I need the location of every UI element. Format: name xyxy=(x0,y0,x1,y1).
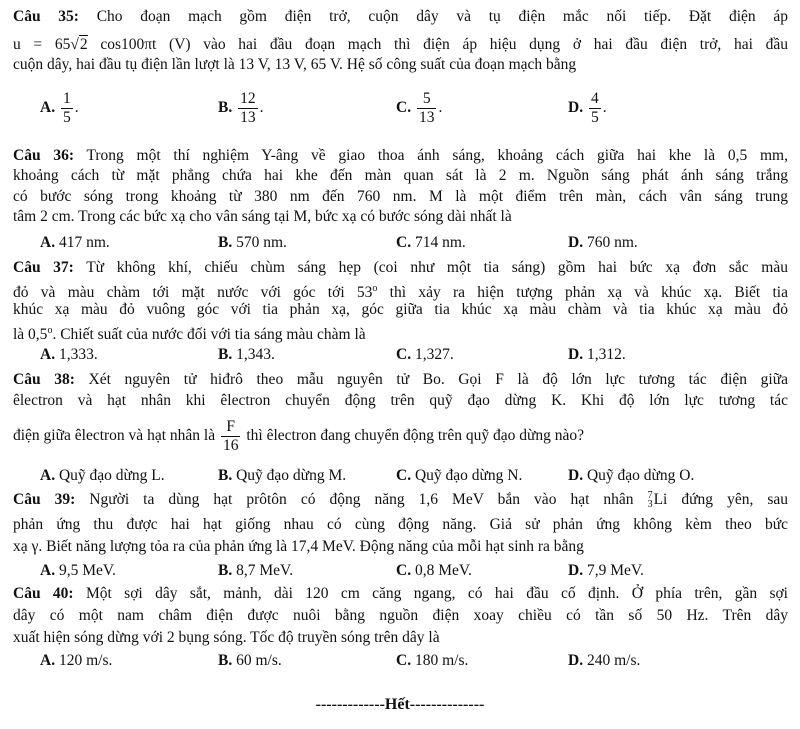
option-text: 1,333. xyxy=(58,346,98,363)
option-text: 1,327. xyxy=(414,346,454,363)
q37-label: Câu 37: xyxy=(13,259,74,276)
q40-option-d[interactable] xyxy=(568,651,640,671)
q40-text-3: xuất hiện sóng dừng với 2 bụng sóng. Tốc độ truyền sóng trên dây là xyxy=(13,629,440,646)
q36-line-2 xyxy=(13,166,788,186)
fraction-denominator: 16 xyxy=(222,436,239,454)
option-letter: D. xyxy=(568,234,584,251)
option-letter: C. xyxy=(396,652,412,669)
q40-options xyxy=(0,651,800,671)
option-end: . xyxy=(259,99,264,117)
option-end: . xyxy=(602,99,607,117)
q37-text-2b: thì xảy ra hiện tượng phản xạ và khúc xạ. Biết tia xyxy=(377,284,788,302)
option-letter: D. xyxy=(568,467,584,484)
degree-sup: o xyxy=(47,325,53,336)
q37-option-c[interactable] xyxy=(396,345,454,365)
option-letter: B. xyxy=(218,467,233,484)
fraction-denominator: 5 xyxy=(62,109,71,126)
q38-text-2: êlectron và hạt nhân khi êlectron chuyển động trên quỹ đạo dừng K. Khi độ lớn lực tương tác xyxy=(13,392,788,409)
q40-option-c[interactable] xyxy=(396,651,468,671)
q39-option-c[interactable] xyxy=(396,561,472,581)
option-text: Quỹ đạo dừng O. xyxy=(586,467,695,484)
option-letter: A. xyxy=(40,346,56,363)
option-text: Quỹ đạo dừng N. xyxy=(414,467,523,484)
q35-text-2b: cos100πt (V) vào hai đầu đoạn mạch thì điện áp hiệu dụng ở hai đầu điện trở, hai đầu xyxy=(100,36,788,53)
q37-line-3 xyxy=(13,300,788,320)
option-letter: C. xyxy=(396,562,412,579)
fraction xyxy=(61,90,73,127)
fraction-numerator: 4 xyxy=(590,90,599,107)
q40-line-1 xyxy=(13,584,788,604)
q37-text-3: khúc xạ màu đỏ vuông góc với tia phản xạ, góc giữa tia khúc xạ màu chàm và tia khúc xạ màu đỏ xyxy=(13,301,788,318)
q35-option-d[interactable] xyxy=(568,90,607,127)
option-text: 60 m/s. xyxy=(236,652,282,669)
q36-label: Câu 36: xyxy=(13,147,74,164)
q37-line-1 xyxy=(13,258,788,278)
fraction xyxy=(238,90,258,127)
q35-line-2 xyxy=(13,35,788,55)
option-text: 1,312. xyxy=(586,346,626,363)
q37-text-4b: . Chiết suất của nước đối với tia sáng màu chàm là xyxy=(52,326,366,344)
q39-line-2 xyxy=(13,515,788,535)
option-letter: D. xyxy=(568,99,584,117)
q38-line-3 xyxy=(13,416,788,456)
q36-option-b[interactable] xyxy=(218,233,287,253)
q35-option-c[interactable] xyxy=(396,90,442,127)
degree-sup: o xyxy=(372,283,378,294)
q39-options xyxy=(0,561,800,581)
fraction-denominator: 13 xyxy=(240,109,256,126)
q36-line-4 xyxy=(13,207,788,227)
q37-option-a[interactable] xyxy=(40,345,98,365)
end-of-exam-mark: -------------Hết-------------- xyxy=(315,696,485,713)
q40-text-1: Một sợi dây sắt, mảnh, dài 120 cm căng ngang, có hai đầu cố định. Ở phía trên, gần sợi xyxy=(85,585,788,602)
q35-sqrt-value: 2 xyxy=(79,36,88,53)
fraction-denominator: 5 xyxy=(590,109,599,126)
q38-options xyxy=(0,466,800,486)
fraction-numerator: 5 xyxy=(422,90,431,107)
q39-option-b[interactable] xyxy=(218,561,293,581)
q38-text-3b: thì êlectron đang chuyển động trên quỹ đạo dừng nào? xyxy=(246,427,585,444)
option-text: 417 nm. xyxy=(58,234,110,251)
q39-line-1 xyxy=(13,490,788,510)
option-letter: C. xyxy=(396,346,412,363)
fraction-numerator: 1 xyxy=(62,90,71,107)
q38-text-1: Xét nguyên tử hiđrô theo mẫu nguyên tử Bo. Gọi F là độ lớn lực tương tác điện giữa xyxy=(88,371,789,388)
q36-line-1 xyxy=(13,146,788,166)
q37-text-2a: đỏ và màu chàm tới mặt nước với góc tới 53 xyxy=(13,284,373,302)
q36-text-2: khoảng cách từ mặt phẳng chứa hai khe đến màn quan sát là 2 m. Nguồn sáng phát ánh sáng trắng xyxy=(13,167,788,184)
option-text: 760 nm. xyxy=(586,234,638,251)
q35-options xyxy=(0,90,800,126)
q35-text-3: cuộn dây, hai đầu tụ điện lần lượt là 13 V, 13 V, 65 V. Hệ số công suất của đoạn mạch bằng xyxy=(13,56,577,73)
option-end: . xyxy=(438,99,443,117)
q35-label: Câu 35: xyxy=(13,8,79,25)
q40-option-a[interactable] xyxy=(40,651,112,671)
option-letter: D. xyxy=(568,562,584,579)
fraction-denominator: 13 xyxy=(418,109,435,126)
q39-text-3: xạ γ. Biết năng lượng tỏa ra của phản ứng là 17,4 MeV. Động năng của mỗi hạt sinh ra bằng xyxy=(13,538,584,555)
option-letter: A. xyxy=(40,234,56,251)
option-text: Quỹ đạo dừng M. xyxy=(236,467,347,484)
fraction-numerator: 12 xyxy=(240,90,256,107)
q39-option-a[interactable] xyxy=(40,561,116,581)
option-text: 1,343. xyxy=(236,346,275,363)
option-text: 240 m/s. xyxy=(586,652,641,669)
option-letter: B. xyxy=(218,234,233,251)
option-text: 714 nm. xyxy=(414,234,466,251)
option-text: Quỹ đạo dừng L. xyxy=(58,467,165,484)
option-letter: C. xyxy=(396,234,412,251)
q35-text-2a: u = 65 xyxy=(13,36,71,53)
q40-label: Câu 40: xyxy=(13,585,74,602)
sqrt-symbol: √ xyxy=(70,36,79,53)
option-letter: B. xyxy=(218,652,233,669)
fraction-numerator: F xyxy=(226,417,236,435)
option-text: 8,7 MeV. xyxy=(236,562,294,579)
q38-option-b[interactable] xyxy=(218,466,346,486)
option-text: 7,9 MeV. xyxy=(586,562,644,579)
q36-option-c[interactable] xyxy=(396,233,466,253)
q37-text-4a: là 0,5 xyxy=(13,326,48,344)
option-letter: A. xyxy=(40,652,56,669)
q37-text-1: Từ không khí, chiếu chùm sáng hẹp (coi như một tia sáng) gồm hai bức xạ đơn sắc màu xyxy=(86,259,788,276)
option-letter: C. xyxy=(396,99,412,117)
q38-line-1 xyxy=(13,370,788,390)
q35-text-1: Cho đoạn mạch gồm điện trở, cuộn dây và tụ điện mắc nối tiếp. Đặt điện áp xyxy=(96,8,789,25)
q36-text-4: tâm 2 cm. Trong các bức xạ cho vân sáng tại M, bức xạ có bước sóng dài nhất là xyxy=(13,208,512,225)
option-letter: B. xyxy=(218,99,233,117)
option-text: 0,8 MeV. xyxy=(414,562,472,579)
q35-line-1 xyxy=(13,7,788,27)
q38-option-a[interactable] xyxy=(40,466,165,486)
option-letter: A. xyxy=(40,99,56,117)
option-letter: D. xyxy=(568,652,584,669)
q40-text-2: dây có một nam châm điện được nuôi bằng nguồn điện xoay chiều có tần số 50 Hz. Trên dây xyxy=(13,607,788,624)
q35-option-a[interactable] xyxy=(40,90,79,127)
option-letter: C. xyxy=(396,467,412,484)
q37-option-d[interactable] xyxy=(568,345,626,365)
option-text: 570 nm. xyxy=(236,234,287,251)
q38-option-c[interactable] xyxy=(396,466,522,486)
q39-text-2: phản ứng thu được hai hạt giống nhau có cùng động năng. Giả sử phản ứng không kèm theo bức xyxy=(13,516,788,533)
q36-options xyxy=(0,233,800,253)
q39-text-1a: Người ta dùng hạt prôtôn có động năng 1,6 MeV bắn vào hạt nhân xyxy=(89,491,634,508)
q40-line-3 xyxy=(13,628,788,648)
q38-option-d[interactable] xyxy=(568,466,694,486)
option-letter: A. xyxy=(40,467,56,484)
fraction xyxy=(589,90,601,127)
q38-label: Câu 38: xyxy=(13,371,75,388)
q37-options xyxy=(0,345,800,365)
option-letter: B. xyxy=(218,562,233,579)
fraction xyxy=(417,90,437,127)
q36-text-1: Trong một thí nghiệm Y-âng về giao thoa ánh sáng, khoảng cách giữa hai khe là 0,5 mm, xyxy=(86,147,788,164)
option-letter: A. xyxy=(40,562,56,579)
q36-option-d[interactable] xyxy=(568,233,638,253)
isotope-atomic-number: 3 xyxy=(647,499,653,511)
option-text: 120 m/s. xyxy=(58,652,113,669)
q37-option-b[interactable] xyxy=(218,345,275,365)
q36-option-a[interactable] xyxy=(40,233,110,253)
isotope-mass-number: 7 xyxy=(647,490,653,502)
option-letter: D. xyxy=(568,346,584,363)
q39-text-1b: Li đứng yên, sau xyxy=(653,491,789,508)
q39-line-3 xyxy=(13,537,788,557)
option-end: . xyxy=(74,99,79,117)
q36-text-3: có bước sóng trong khoảng từ 380 nm đến 760 nm. M là một điểm trên màn, cách vân sáng trung xyxy=(13,188,788,205)
q35-line-3 xyxy=(13,55,788,75)
q40-option-b[interactable] xyxy=(218,651,282,671)
fraction xyxy=(221,418,241,455)
isotope-numbers xyxy=(648,491,653,509)
q39-option-d[interactable] xyxy=(568,561,644,581)
option-text: 180 m/s. xyxy=(414,652,469,669)
q40-line-2 xyxy=(13,606,788,626)
q38-text-3a: điện giữa êlectron và hạt nhân là xyxy=(13,427,216,444)
option-text: 9,5 MeV. xyxy=(58,562,116,579)
q37-line-4 xyxy=(13,321,788,345)
q39-label: Câu 39: xyxy=(13,491,76,508)
option-letter: B. xyxy=(218,346,233,363)
q38-line-2 xyxy=(13,391,788,411)
q36-line-3 xyxy=(13,187,788,207)
q35-option-b[interactable] xyxy=(218,90,263,127)
